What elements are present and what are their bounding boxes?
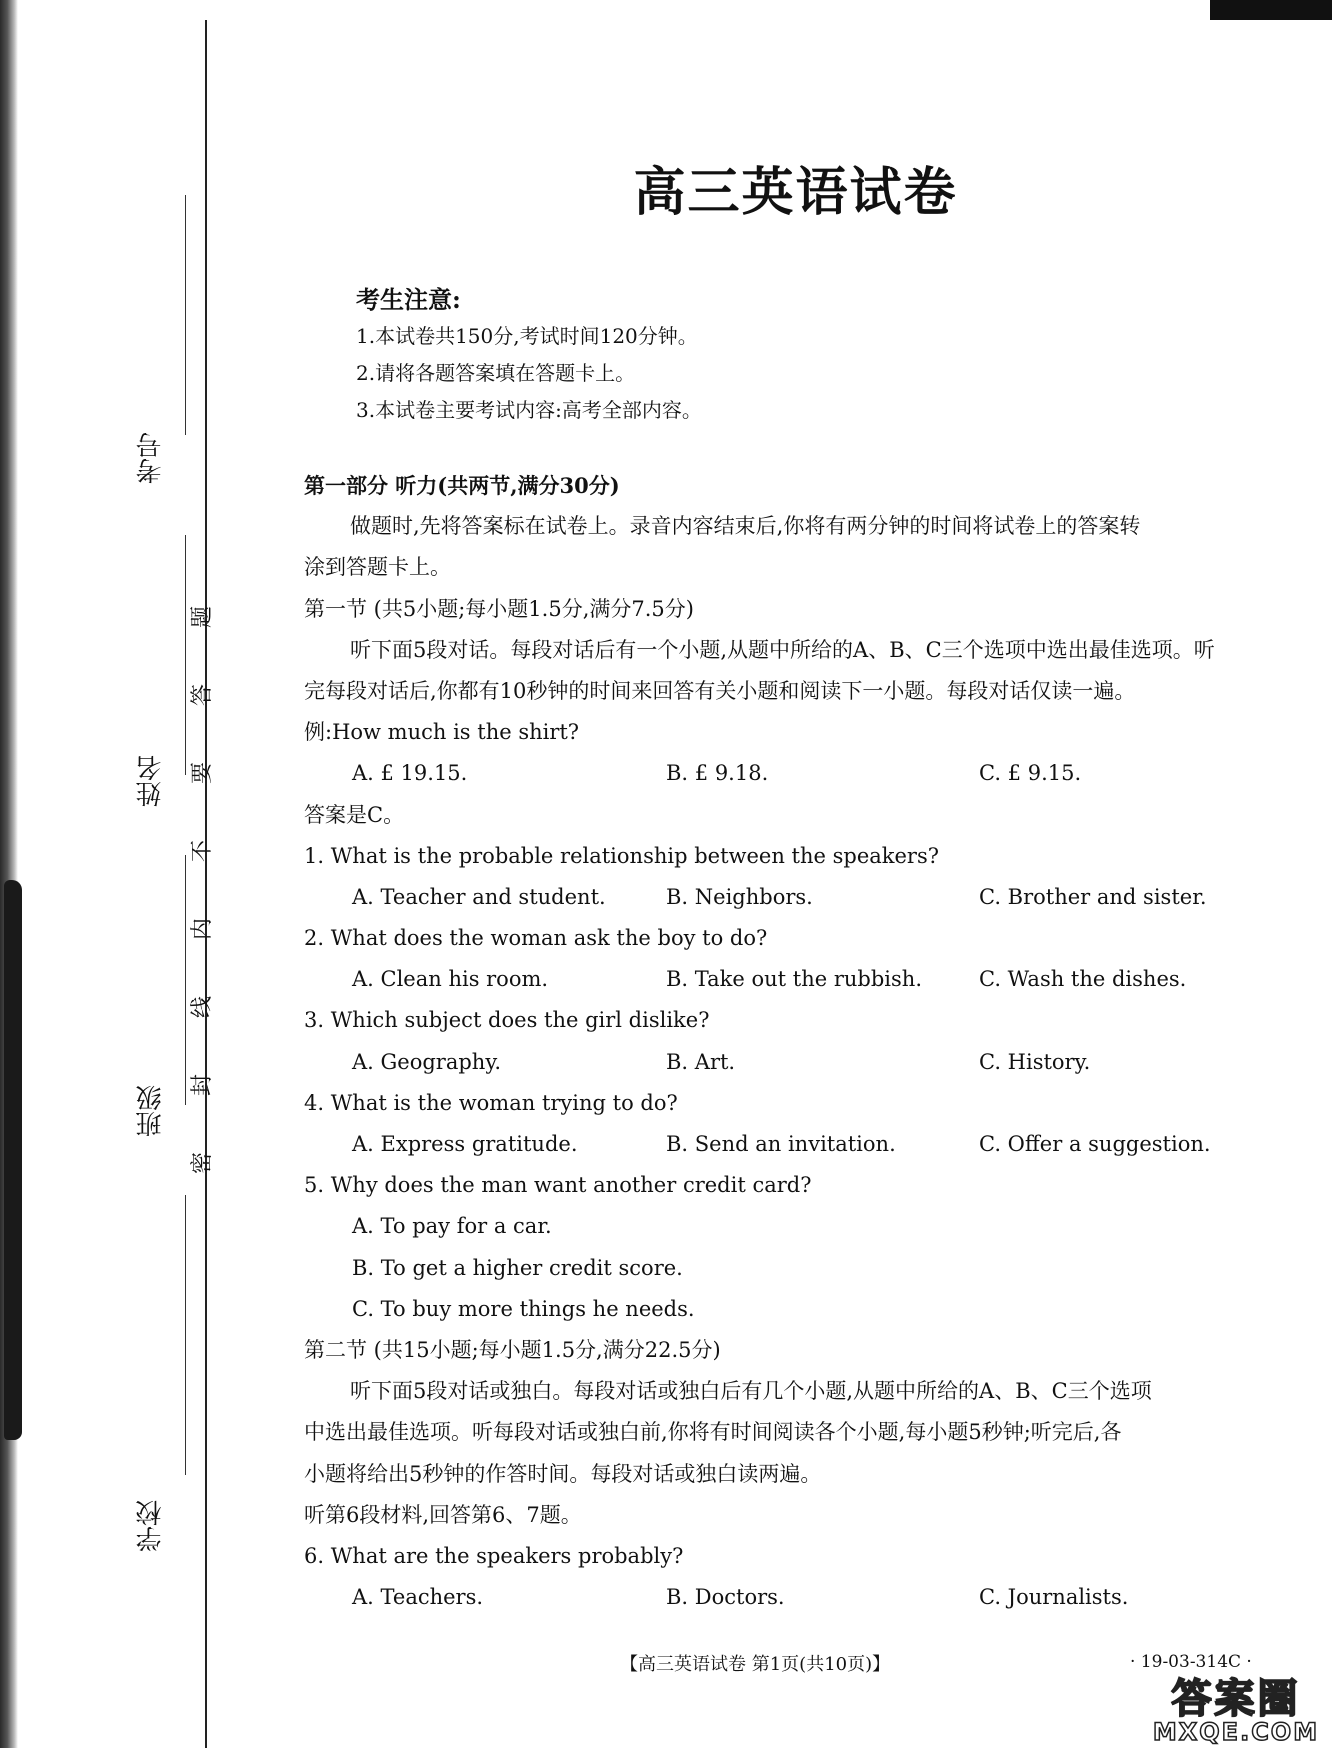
- option-a: A. To pay for a car.: [352, 1214, 552, 1239]
- example-question: 例:How much is the shirt?: [304, 720, 580, 745]
- notice-item: 3.本试卷主要考试内容:高考全部内容。: [356, 398, 702, 422]
- exam-content: [304, 465, 1284, 1618]
- binding-separator-line: [205, 20, 207, 1748]
- option-c: C. £ 9.15.: [979, 761, 1082, 786]
- seal-char: 题: [190, 606, 215, 629]
- question-3: 3. Which subject does the girl dislike?: [304, 1008, 710, 1033]
- paper-code: · 19-03-314C ·: [1130, 1652, 1252, 1672]
- scan-edge: [1210, 0, 1332, 20]
- question-2: 2. What does the woman ask the boy to do?: [304, 926, 768, 951]
- option-b: B. To get a higher credit score.: [352, 1255, 683, 1280]
- question-5: 5. Why does the man want another credit card?: [304, 1173, 812, 1198]
- seal-char: 要: [190, 762, 215, 785]
- school-label: 学校: [136, 1500, 166, 1552]
- seal-char: 密: [190, 1152, 215, 1175]
- option-c: C. History.: [979, 1049, 1091, 1074]
- seal-char: 线: [190, 996, 215, 1019]
- notice-item: 2.请将各题答案填在答题卡上。: [356, 361, 636, 385]
- binding-edge-shadow: [0, 0, 18, 1748]
- option-c: C. Brother and sister.: [979, 884, 1207, 909]
- name-label: 姓名: [136, 755, 166, 807]
- part1-intro: 做题时,先将答案标在试卷上。录音内容结束后,你将有两分钟的时间将试卷上的答案转: [350, 514, 1141, 539]
- question-1: 1. What is the probable relationship between the speakers?: [304, 843, 940, 868]
- option-b: B. £ 9.18.: [666, 761, 769, 786]
- option-c: C. Offer a suggestion.: [979, 1132, 1211, 1156]
- question-4-options: [304, 1124, 1284, 1165]
- seal-char: 答: [190, 684, 215, 707]
- option-a: A. Geography.: [352, 1049, 502, 1074]
- part1-heading: 第一部分 听力(共两节,满分30分): [304, 473, 620, 498]
- option-b: B. Neighbors.: [666, 884, 813, 909]
- option-a: A. Clean his room.: [352, 967, 549, 992]
- option-b: B. Doctors.: [666, 1585, 785, 1610]
- seal-line-notice: [190, 578, 246, 1202]
- name-line: [185, 535, 186, 775]
- section2-intro: 中选出最佳选项。听每段对话或独白前,你将有时间阅读各个小题,每小题5秒钟;听完后,各: [304, 1420, 1122, 1445]
- option-a: A. Teacher and student.: [352, 884, 606, 909]
- question-2-options: [304, 959, 1284, 1000]
- option-c: C. To buy more things he needs.: [352, 1296, 695, 1321]
- example-options: [304, 753, 1284, 794]
- question-1-options: [304, 877, 1284, 918]
- section2-heading: 第二节 (共15小题;每小题1.5分,满分22.5分): [304, 1337, 721, 1362]
- option-c: C. Journalists.: [979, 1585, 1129, 1610]
- seal-char: 内: [190, 918, 215, 941]
- watermark-line-1: 答案圈: [1171, 1676, 1301, 1722]
- section2-intro: 小题将给出5秒钟的作答时间。每段对话或独白读两遍。: [304, 1461, 822, 1486]
- material-note: 听第6段材料,回答第6、7题。: [304, 1502, 582, 1527]
- exam-no-line: [185, 195, 186, 435]
- option-a: A. Express gratitude.: [352, 1132, 578, 1156]
- notice-heading: 考生注意:: [356, 285, 461, 314]
- seal-char: 封: [190, 1074, 215, 1097]
- watermark-logo: [1140, 1676, 1332, 1748]
- section1-intro: 听下面5段对话。每段对话后有一个小题,从题中所给的A、B、C三个选项中选出最佳选项。听: [350, 637, 1215, 662]
- page-footer: 【高三英语试卷 第1页(共10页)】: [620, 1654, 891, 1675]
- question-6-options: [304, 1577, 1284, 1618]
- school-line: [185, 1195, 186, 1475]
- part1-intro: 涂到答题卡上。: [304, 555, 451, 580]
- question-4: 4. What is the woman trying to do?: [304, 1090, 678, 1115]
- option-b: B. Send an invitation.: [666, 1132, 896, 1156]
- class-line: [185, 855, 186, 1105]
- page-title: 高三英语试卷: [633, 162, 958, 223]
- option-c: C. Wash the dishes.: [979, 967, 1187, 992]
- option-a: A. Teachers.: [352, 1585, 484, 1610]
- section2-intro: 听下面5段对话或独白。每段对话或独白后有几个小题,从题中所给的A、B、C三个选项: [350, 1379, 1152, 1404]
- section1-heading: 第一节 (共5小题;每小题1.5分,满分7.5分): [304, 596, 694, 621]
- watermark-line-2: MXQE.COM: [1152, 1718, 1320, 1746]
- question-3-options: [304, 1042, 1284, 1083]
- option-a: A. £ 19.15.: [352, 761, 468, 786]
- exam-no-label: 考号: [136, 432, 166, 484]
- section1-intro: 完每段对话后,你都有10秒钟的时间来回答有关小题和阅读下一小题。每段对话仅读一遍。: [304, 678, 1136, 703]
- question-6: 6. What are the speakers probably?: [304, 1543, 684, 1568]
- option-b: B. Take out the rubbish.: [666, 967, 922, 992]
- example-answer: 答案是C。: [304, 802, 405, 827]
- option-b: B. Art.: [666, 1049, 736, 1074]
- notice-item: 1.本试卷共150分,考试时间120分钟。: [356, 324, 698, 348]
- class-label: 班级: [136, 1085, 166, 1137]
- seal-char: 不: [190, 840, 215, 863]
